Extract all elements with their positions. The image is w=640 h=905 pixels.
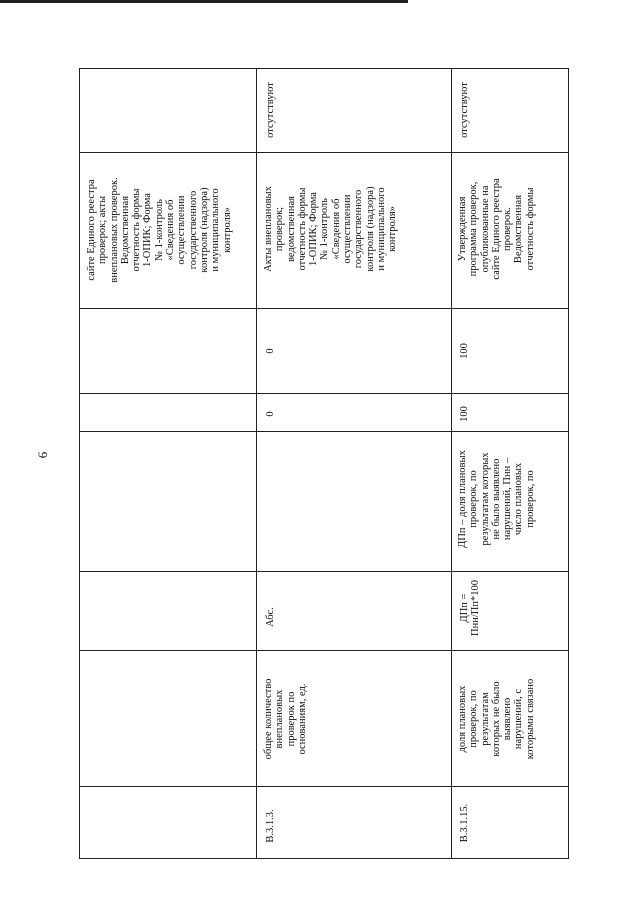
row3-formula: ДПп – доля плановых проверок, по результатам которых не было выявлено нарушений, Пнн – число плановых проверок, по: [457, 450, 536, 548]
grid-line: [79, 650, 569, 651]
row2-source: Акты внеплановых проверок; ведомственная отчетность формы 1-ОПИК; Форма № 1-контроль «Сведения об осуществлении государственного контроля (надзора) и муниципального контроля»: [263, 186, 399, 272]
grid-line: [79, 308, 569, 309]
row2-name: общее количество внеплановых проверок по основаниям, ед.: [263, 678, 308, 760]
row3-note: отсутствуют: [459, 82, 470, 138]
top-rule: [0, 0, 408, 3]
row3-name: доля плановых проверок, по результатам которых не было выявлено нарушений, с которыми связано: [457, 678, 536, 760]
grid-line: [79, 393, 569, 394]
row2-note: отсутствуют: [265, 82, 276, 138]
table-border-right: [568, 68, 569, 859]
row2-unit: Абс.: [265, 607, 276, 627]
row2-code: В.3.1.3.: [265, 809, 276, 843]
row2-value1: 0: [265, 411, 276, 417]
table-border-top: [79, 68, 569, 69]
grid-line: [79, 571, 569, 572]
row3-value2: 100: [459, 343, 470, 359]
grid-line: [256, 68, 257, 859]
row3-source: Утвержденная программа проверок, опубликованные на сайте Единого реестра проверок. Ведомственная отчетность формы: [457, 178, 536, 280]
table-border-bottom: [79, 858, 569, 859]
grid-line: [451, 68, 452, 859]
row3-code: В.3.1.15.: [459, 803, 470, 843]
grid-line: [79, 786, 569, 787]
row3-unit: ДПп = Пнн/Пп*100: [459, 580, 482, 636]
row3-value1: 100: [459, 406, 470, 422]
row2-value2: 0: [265, 348, 276, 354]
page-number: 6: [35, 451, 50, 459]
row1-source: сайте Единого реестра проверок; акты внеплановых проверок. Ведомственная отчетность формы 1-ОПИК; Форма № 1-контроль «Сведения об осуществлении государственного контроля (надзора) и муниципального контроля»: [86, 177, 233, 283]
table-border-left: [79, 68, 80, 859]
